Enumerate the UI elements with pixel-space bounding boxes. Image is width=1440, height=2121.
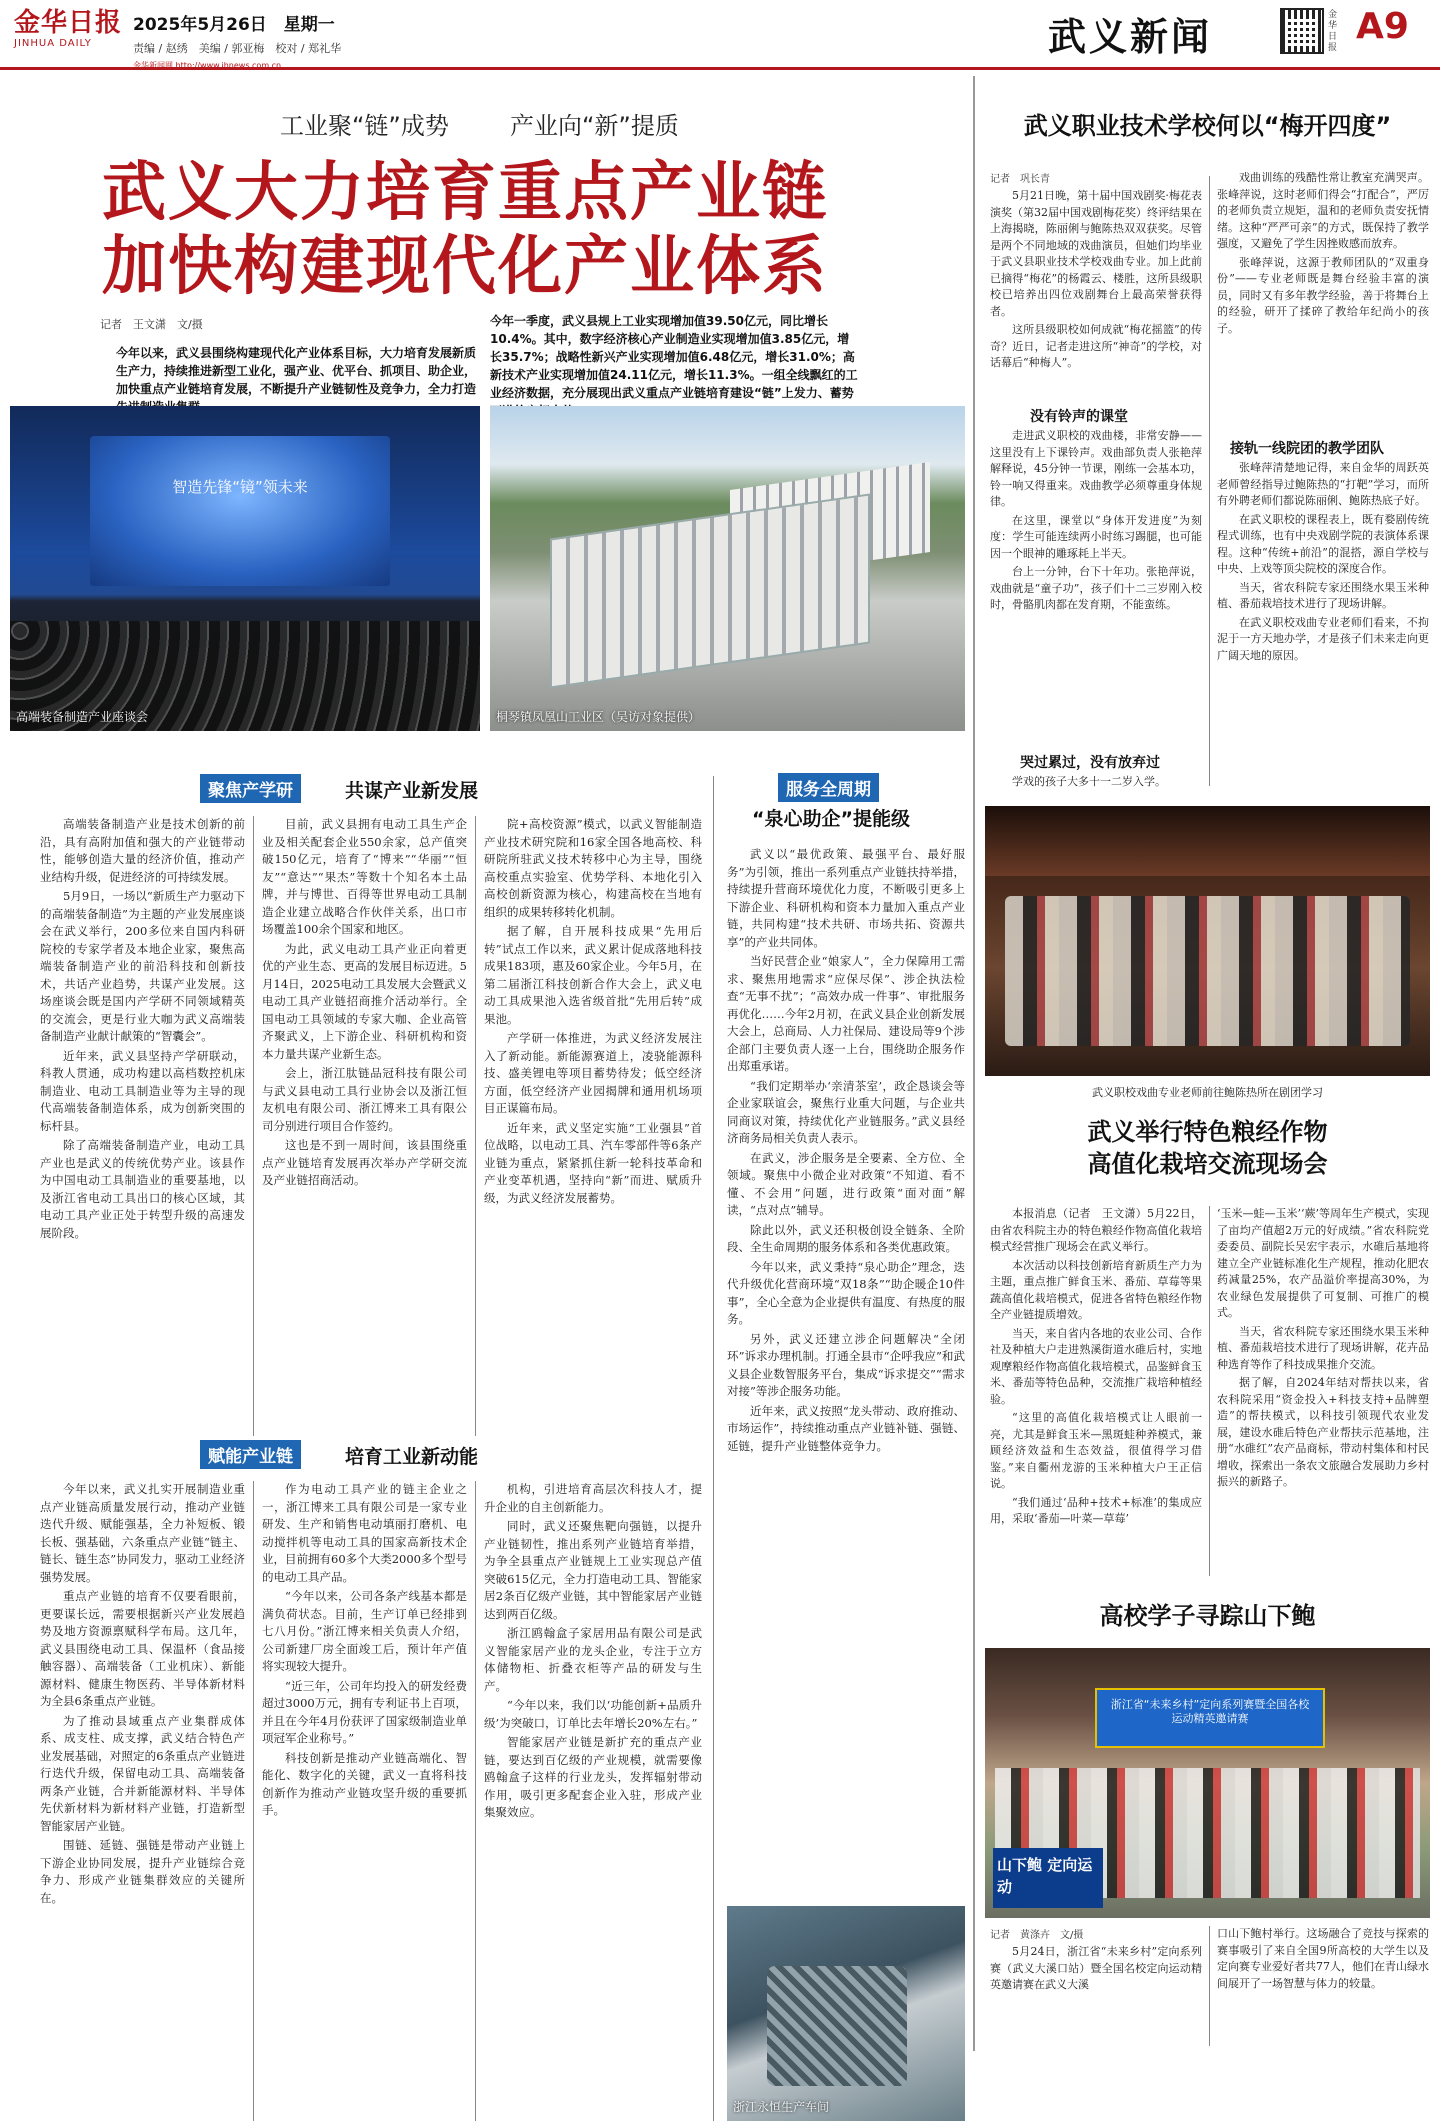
paragraph: ‘玉米—蛙—玉米’‘蕨’等周年生产模式，实现了亩均产值超2万元的好成绩。”省农科院党委委员、副院长吴宏宇表示，水碓后基地将建立全产业链标准化生产规程，推动化肥农药减量25%，农产品溢价率提高30%，为农业绿色发展提供了可复制、可推广的模式。 — [1217, 1207, 1429, 1319]
column-rule — [713, 776, 714, 2121]
paragraph: 在武义职校戏曲专业老师们看来，不拘泥于一方天地办学，才是孩子们未来走向更广阔天地的原因。 — [1217, 615, 1429, 662]
text-column — [40, 816, 245, 1244]
paragraph: 5月9日，一场以“新质生产力驱动下的高端装备制造”为主题的产业发展座谈会在武义举行，200多位来自国内科研院校的专家学者及本地企业家，聚焦高端装备制造产业的前沿科技和创新技术，共话产业趋势，共谋产业发展。这场座谈会既是国内产学研不同领域精英的交流会，更是行业大咖为武义高端装备制造产业献计献策的“智囊会”。 — [40, 889, 245, 1043]
byline: 记者 王文潇 文/摄 — [100, 318, 203, 331]
factory-building — [550, 494, 870, 689]
article-headline: 高校学子寻踪山下鲍 — [1099, 1602, 1316, 1630]
paragraph: 台上一分钟，台下十年功。张艳萍说，戏曲就是“童子功”，孩子们十二三岁刚入校时，骨骼肌肉都在发育期，不能蛮练。 — [990, 565, 1202, 611]
paragraph: “今年以来，我们以‘功能创新+品质升级’为突破口，订单比去年增长20%左右。” — [484, 1698, 702, 1730]
paragraph: 在武义职校的课程表上，既有婺剧传统程式训练，也有中央戏剧学院的表演体系课程。这种“传统+前沿”的混搭，源自学校与中央、上戏等顶尖院校的深度合作。 — [1217, 512, 1429, 575]
subheading: 没有铃声的课堂 — [1030, 409, 1128, 425]
paragraph: “这里的高值化栽培模式让人眼前一亮，尤其是鲜食玉米—黑斑蛙种养模式，兼顾经济效益和生态效益，很值得学习借鉴。”来自衢州龙游的玉米种植大户王正信说。 — [990, 1411, 1202, 1490]
group-of-people — [1005, 896, 1410, 1046]
column-rule — [1209, 176, 1210, 786]
paragraph: 作为电动工具产业的链主企业之一，浙江博来工具有限公司是一家专业研发、生产和销售电动填丽打磨机、电动搅拌机等电动工具的国家高新技术企业，目前拥有60多个大类2000多个型号的电动工具产品。 — [262, 1482, 467, 1584]
paragraph: 近年来，武义按照“龙头带动、政府推动、市场运作”，持续推动重点产业链补链、强链、延链，提升产业链整体竞争力。 — [727, 1403, 965, 1453]
qr-code-icon — [1280, 8, 1324, 54]
stage-screen-text: 智造先锋“镜”领未来 — [172, 478, 308, 496]
paragraph: 当天，省农科院专家还围绕水果玉米种植、番茄栽培技术进行了现场讲解，花卉品种选育等作了科技成果推介交流。 — [1217, 1324, 1429, 1371]
text-column — [990, 1944, 1202, 1996]
paragraph: 目前，武义县拥有电动工具生产企业及相关配套企业550余家，总产值突破150亿元，培育了“博来”“华丽”“恒友”“意达”“果杰”等数十个知名本土品牌，并与博世、百得等世界电动工具制造企业建立战略合作伙伴关系，出口市场覆盖100余个国家和地区。 — [262, 817, 467, 936]
paragraph: 据了解，自开展科技成果“先用后转”试点工作以来，武义累计促成落地科技成果183项，惠及60家企业。今年5月，在第二届浙江科技创新合作大会上，武义电动工具成果池入选省级首批“先用后转”成果池。 — [484, 924, 702, 1026]
paragraph: 在这里，课堂以“身体开发进度”为刻度：学生可能连续两小时练习踢腿，也可能因一个眼神的雕琢耗上半天。 — [990, 513, 1202, 560]
text-column — [262, 816, 467, 1192]
text-column — [484, 1481, 702, 1824]
text-column — [1217, 460, 1429, 666]
article-headline: 武义职业技术学校何以“梅开四度” — [1023, 112, 1392, 140]
paragraph: 会上，浙江肽链品冠科技有限公司与武义县电动工具行业协会以及浙江恒友机电有限公司、浙江博来工具有限公司分别进行项目合作签约。 — [262, 1066, 467, 1133]
text-column — [1217, 1926, 1429, 1994]
text-column — [1217, 1206, 1429, 1493]
text-column — [40, 1481, 245, 1909]
stage-screen — [90, 436, 390, 586]
text-column — [990, 774, 1202, 793]
paragraph: 浙江鸥翰盒子家居用品有限公司是武义智能家居产业的龙头企业，专注于立方体储物柜、折叠衣柜等产品的研发与生产。 — [484, 1626, 702, 1693]
paragraph: 当天，省农科院专家还围绕水果玉米种植、番茄栽培技术进行了现场讲解。 — [1217, 580, 1429, 610]
page-number: A9 — [1356, 6, 1409, 47]
text-column — [990, 1206, 1202, 1530]
paragraph: 另外，武义还建立涉企问题解决“全闭环”诉求办理机制。打通全县市“企呼我应”和武义县企业数智服务平台，集成“诉求提交”“需求对接”等涉企服务功能。 — [727, 1331, 965, 1398]
kicker-right: 产业向“新”提质 — [510, 112, 679, 140]
section-tag: 赋能产业链 — [200, 1440, 301, 1469]
paragraph: “我们定期举办‘亲清茶室’，政企恳谈会等企业家联谊会，聚焦行业重大问题，与企业共同商议对策，持续优化产业链服务。”武义县经济商务局相关负责人表示。 — [727, 1078, 965, 1145]
paragraph: 围链、延链、强链是带动产业链上下游企业协同发展，提升产业链综合竞争力、形成产业链集群效应的关键所在。 — [40, 1838, 245, 1905]
paragraph: 机构，引进培育高层次科技人才，提升企业的自主创新能力。 — [484, 1482, 702, 1514]
paragraph: 口山下鲍村举行。这场融合了竞技与探索的赛事吸引了来自全国9所高校的大学生以及定向赛专业爱好者共77人，他们在青山绿水间展开了一场智慧与体力的较量。 — [1217, 1927, 1429, 1990]
section-name: 武义新闻 — [1048, 15, 1213, 59]
section-title: “泉心助企”提能级 — [752, 808, 910, 830]
section-title: 共谋产业新发展 — [345, 780, 479, 802]
stage-backdrop — [985, 806, 1430, 876]
headline-line-1: 武义大力培育重点产业链 — [102, 156, 828, 230]
paragraph: 本次活动以科技创新培育新质生产力为主题，重点推广鲜食玉米、番茄、草莓等果蔬高值化栽培模式，促进各省特色粮经作物全产业链提质增效。 — [990, 1258, 1202, 1321]
lead-intro: 今年以来，武义县围绕构建现代化产业体系目标，大力培育发展新质生产力，持续推进新型工业化，强产业、优平台、抓项目、助企业，加快重点产业链培育发展，不断提升产业链韧性及竞争力，全力打造 — [116, 346, 477, 396]
column-rule — [1209, 1926, 1210, 2046]
issue-date: 2025年5月26日 星期一 — [133, 15, 335, 35]
paragraph: 当天，来自省内各地的农业公司、合作社及种植大户走进熟溪街道水碓后村，实地观摩粮经作物高值化栽培模式，品鉴鲜食玉米、番茄等特色品种，交流推广栽培种植经验。 — [990, 1326, 1202, 1406]
paragraph: 今年以来，武义秉持“泉心助企”理念，迭代升级优化营商环境“双18条”“助企暖企10件事”，全心全意为企业提供有温度、有热度的服务。 — [727, 1259, 965, 1326]
column-rule — [253, 1481, 254, 2121]
photo-caption: 武义职校戏曲专业老师前往鲍陈热所在剧团学习 — [1092, 1086, 1323, 1099]
paragraph: 学戏的孩子大多十一二岁入学。 — [1012, 775, 1166, 788]
paragraph: “近三年，公司年均投入的研发经费超过3000万元，拥有专利证书上百项，并且在今年4月份获评了国家级制造业单项冠军企业称号。” — [262, 1678, 467, 1745]
text-column — [484, 816, 702, 1209]
paragraph: 据了解，自2024年结对帮扶以来，省农科院采用“资金投入+科技支持+品牌塑造”的帮扶模式，以科技引领现代农业发展，建设水碓后特色产业帮扶示范基地，注册“水碓红”农产品商标，带动村集体和村民增收，探索出一条农文旅融合发展助力乡村振兴的新路子。 — [1217, 1376, 1429, 1488]
byline: 记者 巩长青 — [990, 174, 1050, 185]
site-url[interactable]: 金华新闻网 http://www.jhnews.com.cn — [133, 61, 282, 70]
paragraph: 为此，武义电动工具产业正向着更优的产业生态、更高的发展目标迈进。5月14日，2025电动工具发展大会暨武义电动工具产业链招商推介活动举行。全国电动工具领域的专家大咖、企业高管齐聚武义，上下游企业、科研机构和资本力量共谋产业新生态。 — [262, 941, 467, 1061]
subheading: 哭过累过，没有放弃过 — [1020, 755, 1160, 771]
main-headline — [102, 156, 902, 304]
machinery — [767, 1966, 907, 2086]
text-column — [990, 428, 1202, 616]
column-rule — [475, 816, 476, 1436]
text-column — [727, 846, 965, 1457]
headline-line-2: 高值化栽培交流现场会 — [1087, 1150, 1328, 1178]
paragraph: 院+高校资源”模式，以武义智能制造产业技术研究院和16家全国各地高校、科研院所驻武义技术转移中心为主导，围绕高校重点实验室、优势学科、本地化引入高校创新资源为核心，构建高校在当地有组织的成果转移转化机制。 — [484, 817, 702, 919]
event-sign-text: 山下鲍 定向运动 — [997, 1856, 1093, 1896]
industrial-park-photo — [490, 406, 965, 731]
column-rule — [1209, 1206, 1210, 1576]
subheading: 接轨一线院团的教学团队 — [1230, 441, 1384, 457]
paragraph: 这也是不到一周时间，该县围绕重点产业链培育发展再次举办产学研交流及产业链招商活动。 — [262, 1138, 467, 1187]
paragraph: 张峰萍说，这源于教师团队的“双重身份”——专业老师既是舞台经验丰富的演员，同时又有多年教学经验，善于将舞台上的经验，研开了揉碎了教给年纪尚小的孩子。 — [1217, 255, 1429, 335]
paragraph: 科技创新是推动产业链高端化、智能化、数字化的关键，武义一直将科技创新作为推动产业链攻坚升级的重要抓手。 — [262, 1750, 467, 1817]
byline: 记者 黄涤卉 文/摄 — [990, 1930, 1084, 1941]
photo-caption: 浙江永恒生产车间 — [733, 2100, 830, 2114]
paragraph: 为了推动县域重点产业集群成体系、成支柱、成支撑，武义结合特色产业发展基础，对照定的6条重点产业链进行迭代升级，保留电动工具、高端装备两条产业链，合并新能源材料、半导体先伏新材料为新材料产业链，打造新型智能家居产业链。 — [40, 1713, 245, 1833]
photo-caption: 高端装备制造产业座谈会 — [16, 710, 149, 724]
paragraph: 武义以“最优政策、最强平台、最好服务”为引领，推出一系列重点产业链扶持举措，持续提升营商环境优化力度，不断吸引更多上下游企业、科研机构和资本力量加入重点产业链，共同构建“技术共研、市场共拓、资源共享”的产业共同体。 — [727, 847, 965, 949]
paragraph: 同时，武义还聚焦靶向强链，以提升产业链韧性，推出系列产业链培育举措，为争全县重点产业链规上工业实现总产值突破615亿元，全力打造电动工具、智能家居2条百亿级产业链，其中智能家居产业链达到两百亿级。 — [484, 1519, 702, 1621]
paragraph: 除此以外，武义还积极创设全链条、全阶段、全生命周期的服务体系和各类优惠政策。 — [727, 1222, 965, 1254]
section-title: 培育工业新动能 — [345, 1446, 479, 1468]
editorial-staff: 责编 / 赵绣 美编 / 郭亚梅 校对 / 郑礼华 — [133, 42, 342, 55]
logo-en: JINHUA DAILY — [14, 38, 92, 49]
column-rule — [253, 816, 254, 1436]
paragraph: 这所县级职校如何成就“梅花摇篮”的传奇？近日，记者走进这所“神奇”的学校，对话幕后“种梅人”。 — [990, 323, 1202, 369]
section-tag: 聚焦产学研 — [200, 774, 301, 803]
section-tag: 服务全周期 — [778, 773, 879, 802]
qr-label: 金华日报 — [1328, 10, 1338, 53]
paragraph: “今年以来，公司各条产线基本都是满负荷状态。目前，生产订单已经排到七八月份。”浙江博来相关负责人介绍，公司新建厂房全面竣工后，预计年产值将实现较大提升。 — [262, 1589, 467, 1673]
event-banner-text: 浙江省“未来乡村”定向系列赛暨全国各校 运动精英邀请赛 — [1110, 1698, 1310, 1725]
headline-line-2: 加快构建现代化产业体系 — [102, 230, 828, 304]
photo-caption: 桐琴镇凤凰山工业区（吴访对象提供） — [496, 710, 701, 724]
logo-cn: 金华日报 — [14, 8, 123, 38]
text-column — [1217, 170, 1429, 339]
paragraph: 戏曲训练的残酷性常让教室充满哭声。张峰萍说，这时老师们得会“打配合”，严厉的老师负责立规矩，温和的老师负责安抚情绪。这种“严严可亲”的方式，既保持了教学强度，又避免了学生因挫败感而放弃。 — [1217, 171, 1429, 250]
column-rule — [475, 1481, 476, 2121]
paragraph: 近年来，武义县坚持产学研联动，科教人贯通，成功构建以高档数控机床制造业、电动工具制造业等为主导的现代高端装备制造体系，成为创新突围的标杆县。 — [40, 1048, 245, 1133]
paragraph: 智能家居产业链是新扩充的重点产业链，要达到百亿级的产业规模，就需要像鸥翰盒子这样的行业龙头，发挥辐射带动作用，吸引更多配套企业入驻，形成产业集聚效应。 — [484, 1735, 702, 1819]
conference-photo — [10, 406, 480, 731]
headline-line-1: 武义举行特色粮经作物 — [1087, 1118, 1328, 1146]
text-column — [262, 1481, 467, 1822]
article-headline — [985, 1116, 1430, 1180]
paragraph: 高端装备制造产业是技术创新的前沿，具有高附加值和强大的产业链带动性，能够创造大量的经济价值，推动产业结构升级，促进经济的可持续发展。 — [40, 817, 245, 884]
paragraph: “我们通过‘品种+技术+标准’的集成应用，采取‘番茄—叶菜—草莓’ — [990, 1495, 1202, 1525]
orienteering-photo — [985, 1648, 1430, 1918]
paragraph: 除了高端装备制造产业，电动工具产业也是武义的传统优势产业。该县作为中国电动工具制造业的重要基地，以及浙江省电动工具出口的核心区域，其电动工具产业正处于转型升级的高速发展阶段。 — [40, 1138, 245, 1240]
lead-stats: 今年一季度，武义县规上工业实现增加值39.50亿元，同比增长10.4%。其中，数字经济核心产业制造业实现增加值3.85亿元，增长35.7%；战略性新兴产业实现增加值6.48亿元，增长31.0%；高新技术产业实现增加值24.11亿元，增长11.3%。一组全线飘红的工业经济数据，充分展现出武义重点产业链培育建设“链”上发力、蓄势 — [490, 314, 858, 400]
paragraph: 5月21日晚，第十届中国戏剧奖·梅花表演奖（第32届中国戏剧梅花奖）终评结果在上海揭晓，陈丽俐与鲍陈热双双获奖。尽管是两个不同地域的戏曲演员，但她们均毕业于武义县职业技术学校戏曲专业。加上此前已摘得“梅花”的杨霞云、楼胜，这所县级职校已培养出四位戏剧舞台上最高荣誉获得者。 — [990, 189, 1202, 318]
paragraph: 产学研一体推进，为武义经济发展注入了新动能。新能源赛道上，凌骁能源科技、盛美锂电等项目蓄势待发；低空经济方面，低空经济产业园揭牌和通用机场项目正谋篇布局。 — [484, 1031, 702, 1115]
opera-group-photo — [985, 806, 1430, 1076]
paragraph: 张峰萍清楚地记得，来自金华的周跃英老师曾经指导过鲍陈热的“打靶”学习，而所有外聘老师们都说陈丽俐、鲍陈热底子好。 — [1217, 461, 1429, 507]
paragraph: 今年以来，武义扎实开展制造业重点产业链高质量发展行动，推动产业链迭代升级、赋能强基，全力补短板、锻长板、强基础，六条重点产业链“链主、链长、链生态”协同发力，驱动工业经济强势发展。 — [40, 1482, 245, 1584]
paragraph: 当好民营企业“娘家人”，全力保障用工需求、聚焦用地需求“应保尽保”、涉企执法检查“无事不扰”；“高效办成一件事”、审批服务再优化……今年2月初，在武义县企业创新发展大会上，总商局、人力社保局、建设局等9个涉企部门主要负责人逐一上台，围绕助企服务作出郑重承诺。 — [727, 954, 965, 1073]
masthead — [0, 0, 1440, 70]
kicker-left: 工业聚“链”成势 — [280, 112, 449, 140]
paragraph: 重点产业链的培育不仅要看眼前，更要谋长远，需要根据新兴产业发展趋势及地方资源禀赋科学布局。这几年，武义县围绕电动工具、保温杯（食品接触容器）、高端装备（工业机床）、新能源材料、健康生物医药、半导体新材料为全县6条重点产业链。 — [40, 1589, 245, 1708]
paragraph: 走进武义职校的戏曲楼，非常安静——这里没有上下课铃声。戏曲部负责人张艳萍解释说，45分钟一节课，刚练一会基本功，铃一响又得重来。戏曲教学必须尊重身体规律。 — [990, 429, 1202, 508]
paragraph: 在武义，涉企服务是全要素、全方位、全领域。聚焦中小微企业对政策“不知道、看不懂、不会用”问题，进行政策“面对面”解读，“点对点”辅导。 — [727, 1150, 965, 1217]
paragraph: 近年来，武义坚定实施“工业强县”首位战略，以电动工具、汽车零部件等6条产业链为重点，紧紧抓住新一轮科技革命和产业变革机遇，坚持向“新”而进、赋质升级，为武义经济发展蓄势。 — [484, 1120, 702, 1205]
paragraph: 5月24日，浙江省“未来乡村”定向系列赛（武义大溪口站）暨全国名校定向运动精英邀请赛在武义大溪 — [990, 1945, 1202, 1991]
paragraph: 本报消息（记者 王文潇）5月22日，由省农科院主办的特色粮经作物高值化栽培模式经营推广现场会在武义举行。 — [990, 1207, 1202, 1253]
text-column — [990, 188, 1202, 374]
newspaper-logo — [14, 8, 129, 56]
workshop-photo — [727, 1906, 965, 2121]
column-divider — [973, 76, 975, 2051]
